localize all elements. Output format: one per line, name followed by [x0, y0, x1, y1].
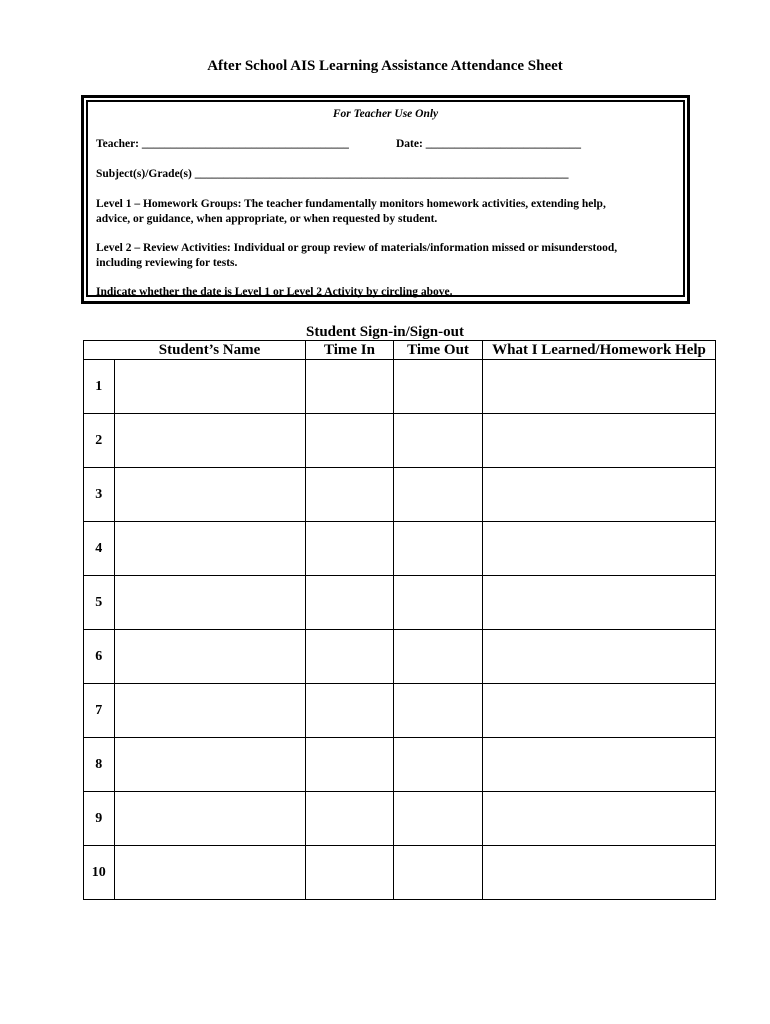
time-out-cell[interactable] [394, 846, 483, 900]
time-out-cell[interactable] [394, 414, 483, 468]
homework-help-cell[interactable] [483, 630, 716, 684]
row-number: 10 [84, 846, 115, 900]
table-row [84, 846, 716, 900]
time-out-cell[interactable] [394, 360, 483, 414]
student-name-cell[interactable] [114, 846, 306, 900]
row-number: 6 [84, 630, 115, 684]
level-2-description-cont: including reviewing for tests. [96, 257, 238, 269]
student-name-cell[interactable] [114, 414, 306, 468]
homework-help-cell[interactable] [483, 522, 716, 576]
sign-in-table [83, 340, 716, 900]
row-number: 8 [84, 738, 115, 792]
circling-instruction: Indicate whether the date is Level 1 or Level 2 Activity by circling above. [96, 286, 453, 298]
time-in-cell[interactable] [306, 522, 394, 576]
row-number: 1 [84, 360, 115, 414]
subject-grade-field[interactable]: Subject(s)/Grade(s) _________________________________________________________________ [96, 168, 569, 180]
time-out-cell[interactable] [394, 522, 483, 576]
time-out-cell[interactable] [394, 630, 483, 684]
row-number-header [84, 341, 115, 360]
time-out-header: Time Out [394, 341, 483, 360]
time-out-cell[interactable] [394, 576, 483, 630]
time-in-cell[interactable] [306, 360, 394, 414]
time-in-cell[interactable] [306, 576, 394, 630]
table-header-row [84, 341, 716, 360]
teacher-use-header: For Teacher Use Only [332, 108, 439, 120]
time-out-cell[interactable] [394, 684, 483, 738]
teacher-use-box [81, 95, 690, 304]
table-row [84, 684, 716, 738]
homework-help-cell[interactable] [483, 468, 716, 522]
homework-help-cell[interactable] [483, 738, 716, 792]
time-in-cell[interactable] [306, 684, 394, 738]
row-number: 9 [84, 792, 115, 846]
time-in-cell[interactable] [306, 846, 394, 900]
homework-help-cell[interactable] [483, 360, 716, 414]
student-name-cell[interactable] [114, 630, 306, 684]
teacher-use-box-inner [86, 100, 685, 297]
table-row [84, 414, 716, 468]
table-row [84, 738, 716, 792]
time-in-cell[interactable] [306, 630, 394, 684]
teacher-field[interactable]: Teacher: ____________________________________ [96, 138, 349, 150]
homework-help-cell[interactable] [483, 846, 716, 900]
sign-in-out-title: Student Sign-in/Sign-out [306, 324, 464, 340]
time-out-cell[interactable] [394, 738, 483, 792]
table-row [84, 522, 716, 576]
student-name-cell[interactable] [114, 576, 306, 630]
table-row [84, 576, 716, 630]
student-name-cell[interactable] [114, 792, 306, 846]
row-number: 5 [84, 576, 115, 630]
time-out-cell[interactable] [394, 468, 483, 522]
row-number: 2 [84, 414, 115, 468]
student-name-cell[interactable] [114, 468, 306, 522]
student-name-cell[interactable] [114, 684, 306, 738]
student-name-cell[interactable] [114, 738, 306, 792]
time-out-cell[interactable] [394, 792, 483, 846]
time-in-cell[interactable] [306, 414, 394, 468]
time-in-cell[interactable] [306, 468, 394, 522]
table-row [84, 360, 716, 414]
students-name-header: Student’s Name [114, 341, 306, 360]
row-number: 7 [84, 684, 115, 738]
level-1-description: Level 1 – Homework Groups: The teacher fundamentally monitors homework activities, extending help, [96, 198, 606, 210]
page-title: After School AIS Learning Assistance Attendance Sheet [207, 58, 563, 74]
homework-help-cell[interactable] [483, 684, 716, 738]
table-row [84, 468, 716, 522]
time-in-cell[interactable] [306, 738, 394, 792]
table-row [84, 792, 716, 846]
row-number: 3 [84, 468, 115, 522]
table-row [84, 630, 716, 684]
student-name-cell[interactable] [114, 360, 306, 414]
homework-help-cell[interactable] [483, 792, 716, 846]
row-number: 4 [84, 522, 115, 576]
date-field[interactable]: Date: ___________________________ [396, 138, 581, 150]
time-in-header: Time In [306, 341, 394, 360]
homework-help-cell[interactable] [483, 576, 716, 630]
student-name-cell[interactable] [114, 522, 306, 576]
time-in-cell[interactable] [306, 792, 394, 846]
level-1-description-cont: advice, or guidance, when appropriate, or when requested by student. [96, 213, 438, 225]
level-2-description: Level 2 – Review Activities: Individual or group review of materials/information missed or misunderstood, [96, 242, 618, 254]
homework-help-header: What I Learned/Homework Help [483, 341, 716, 360]
homework-help-cell[interactable] [483, 414, 716, 468]
